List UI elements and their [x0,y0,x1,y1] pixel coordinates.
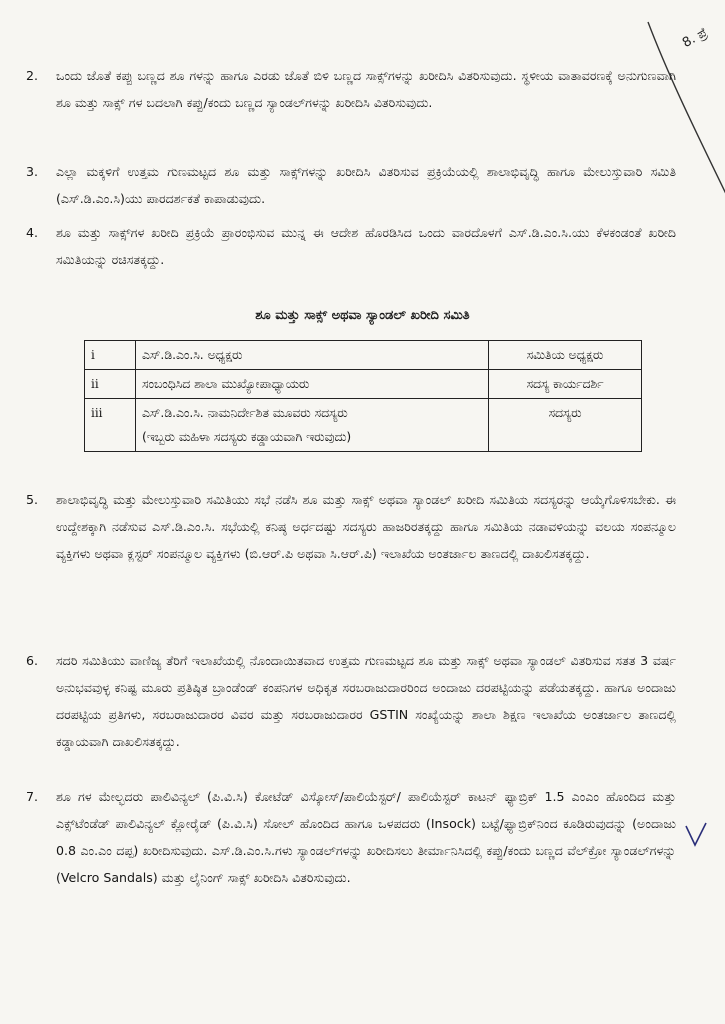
committee-heading: ಶೂ ಮತ್ತು ಸಾಕ್ಸ್ ಅಥವಾ ಸ್ಯಾಂಡಲ್ ಖರೀದಿ ಸಮಿತಿ [255,308,470,323]
list-item-6 [26,647,676,755]
item-text: ಶಾಲಾಭಿವೃದ್ಧಿ ಮತ್ತು ಮೇಲುಸ್ತುವಾರಿ ಸಮಿತಿಯು ಸಭೆ ನಡೆಸಿ ಶೂ ಮತ್ತು ಸಾಕ್ಸ್ ಅಥವಾ ಸ್ಯಾಂಡಲ್ ಖರೀದಿ ಸಮಿತಿಯ ಸದಸ್ಯರನ್ನು ಆಯ್ಕೆಗೊಳಿಸಬೇಕು. ಈ ಉದ್ದೇಶಕ್ಕಾಗಿ ನಡೆಸುವ ಎಸ್.ಡಿ.ಎಂ.ಸಿ. ಸಭೆಯಲ್ಲಿ ಕನಿಷ್ಠ ಅರ್ಧದಷ್ಟು ಸದಸ್ಯರು ಹಾಜರಿರತಕ್ಕದ್ದು ಹಾಗೂ ಸಮಿತಿಯ ನಡಾವಳಿಯನ್ನು ವಲಯ ಸಂಪನ್ಮೂಲ ವ್ಯಕ್ತಿಗಳು ಅಥವಾ ಕ್ಲಸ್ಟರ್ ಸಂಪನ್ಮೂಲ ವ್ಯಕ್ತಿಗಳು (ಬಿ.ಆರ್.ಪಿ ಅಥವಾ ಸಿ.ಆರ್.ಪಿ) ಇಲಾಖೆಯ ಅಂತರ್ಜಾಲ ತಾಣದಲ್ಲಿ ದಾಖಲಿಸತಕ್ಕದ್ದು. [56,492,676,561]
item-number: 6. [26,653,39,668]
row-member: ಸಂಬಂಧಿಸಿದ ಶಾಲಾ ಮುಖ್ಯೋಪಾಧ್ಯಾಯರು [136,370,489,399]
row-role: ಸದಸ್ಯ ಕಾರ್ಯದರ್ಶಿ [489,370,642,399]
list-item-4 [26,219,676,273]
item-number: 7. [26,789,39,804]
item-text: ಸದರಿ ಸಮಿತಿಯು ವಾಣಿಜ್ಯ ತೆರಿಗೆ ಇಲಾಖೆಯಲ್ಲಿ ನೊಂದಾಯಿತವಾದ ಉತ್ತಮ ಗುಣಮಟ್ಟದ ಶೂ ಮತ್ತು ಸಾಕ್ಸ್ ಅಥವಾ ಸ್ಯಾಂಡಲ್ ವಿತರಿಸುವ ಸತತ 3 ವರ್ಷ ಅನುಭವವುಳ್ಳ ಕನಿಷ್ಟ ಮೂರು ಪ್ರತಿಷ್ಠಿತ ಬ್ರಾಂಡೆಂಡ್ ಕಂಪನಿಗಳ ಅಧಿಕೃತ ಸರಬರಾಜುದಾರರಿಂದ ಅಂದಾಜು ದರಪಟ್ಟಿಯನ್ನು ಪಡೆಯತಕ್ಕದ್ದು. ಹಾಗೂ ಅಂದಾಜು ದರಪಟ್ಟಿಯ ಪ್ರತಿಗಳು, ಸರಬರಾಜುದಾರರ ವಿವರ ಮತ್ತು ಸರಬರಾಜುದಾರರ GSTIN ಸಂಖ್ಯೆಯನ್ನು ಶಾಲಾ ಶಿಕ್ಷಣ ಇಲಾಖೆಯ ಅಂತರ್ಜಾಲ ತಾಣದಲ್ಲಿ ಕಡ್ಡಾಯವಾಗಿ ದಾಖಲಿಸತಕ್ಕದ್ದು. [56,653,676,749]
row-member-note: (ಇಬ್ಬರು ಮಹಿಳಾ ಸದಸ್ಯರು ಕಡ್ಡಾಯವಾಗಿ ಇರುವುದು) [142,430,352,444]
committee-table [84,340,642,452]
row-role: ಸಮಿತಿಯ ಅಧ್ಯಕ್ಷರು [489,341,642,370]
item-number: 4. [26,225,39,240]
list-item-3 [26,158,676,212]
table-row [85,341,642,370]
row-index: i [85,341,136,370]
item-number: 2. [26,68,39,83]
list-item-2 [26,62,676,116]
row-role: ಸದಸ್ಯರು [489,399,642,452]
list-item-7 [26,783,676,891]
item-number: 3. [26,164,39,179]
row-member-cell [136,399,489,452]
item-text: ಒಂದು ಜೊತೆ ಕಪ್ಪು ಬಣ್ಣದ ಶೂ ಗಳನ್ನು ಹಾಗೂ ಎರಡು ಜೊತೆ ಬಿಳಿ ಬಣ್ಣದ ಸಾಕ್ಸ್‌ಗಳನ್ನು ಖರೀದಿಸಿ ವಿತರಿಸುವುದು. ಸ್ಥಳೀಯ ವಾತಾವರಣಕ್ಕೆ ಅನುಗುಣವಾಗಿ ಶೂ ಮತ್ತು ಸಾಕ್ಸ್ ಗಳ ಬದಲಾಗಿ ಕಪ್ಪು/ಕಂದು ಬಣ್ಣದ ಸ್ಯಾಂಡಲ್‌ಗಳನ್ನು ಖರೀದಿಸಿ ವಿತರಿಸುವುದು. [56,68,676,110]
handwritten-tick-mark [684,822,708,848]
table-row [85,399,642,452]
item-text: ಎಲ್ಲಾ ಮಕ್ಕಳಿಗೆ ಉತ್ತಮ ಗುಣಮಟ್ಟದ ಶೂ ಮತ್ತು ಸಾಕ್ಸ್‌ಗಳನ್ನು ಖರೀದಿಸಿ ವಿತರಿಸುವ ಪ್ರಕ್ರಿಯೆಯಲ್ಲಿ ಶಾಲಾಭಿವೃದ್ಧಿ ಹಾಗೂ ಮೇಲುಸ್ತುವಾರಿ ಸಮಿತಿ (ಎಸ್.ಡಿ.ಎಂ.ಸಿ)ಯು ಪಾರದರ್ಶಕತೆ ಕಾಪಾಡುವುದು. [56,164,676,206]
row-index: iii [85,399,136,452]
table-row [85,370,642,399]
item-text: ಶೂ ಗಳ ಮೇಲ್ಭದರು ಪಾಲಿವಿನ್ಯಲ್ (ಪಿ.ವಿ.ಸಿ) ಕೋಟೆಡ್ ವಿಸ್ಕೋಸ್/ಪಾಲಿಯೆಸ್ಟರ್/ ಪಾಲಿಯೆಸ್ಟರ್ ಕಾಟನ್ ಫ್ಯಾಬ್ರಿಕ್ 1.5 ಎಂಎಂ ಹೊಂದಿದ ಮತ್ತು ಎಕ್ಸ್‌ಟೆಂಡೆಡ್ ಪಾಲಿವಿನ್ಯಲ್ ಕ್ಲೋರೈಡ್ (ಪಿ.ವಿ.ಸಿ) ಸೋಲ್ ಹೊಂದಿದ ಹಾಗೂ ಒಳಪದರು (Insock) ಬಟ್ಟೆ/ಫ್ಯಾಬ್ರಿಕ್‌ನಿಂದ ಕೂಡಿರುವುದನ್ನು (ಅಂದಾಜು 0.8 ಎಂ.ಎಂ ದಪ್ಪ) ಖರೀದಿಸುವುದು. ಎಸ್.ಡಿ.ಎಂ.ಸಿ.ಗಳು ಸ್ಯಾಂಡಲ್‌ಗಳನ್ನು ಖರೀದಿಸಲು ತೀರ್ಮಾನಿಸಿದಲ್ಲಿ ಕಪ್ಪು/ಕಂದು ಬಣ್ಣದ ವೆಲ್‌ಕ್ರೋ ಸ್ಯಾಂಡಲ್‌ಗಳನ್ನು (Velcro Sandals) ಮತ್ತು ಲೈನಿಂಗ್ ಸಾಕ್ಸ್ ಖರೀದಿಸಿ ವಿತರಿಸುವುದು. [56,789,676,885]
row-member: ಎಸ್.ಡಿ.ಎಂ.ಸಿ. ಅಧ್ಯಕ್ಷರು [136,341,489,370]
item-number: 5. [26,492,39,507]
list-item-5 [26,486,676,567]
item-text: ಶೂ ಮತ್ತು ಸಾಕ್ಸ್‌ಗಳ ಖರೀದಿ ಪ್ರಕ್ರಿಯೆ ಪ್ರಾರಂಭಿಸುವ ಮುನ್ನ ಈ ಆದೇಶ ಹೊರಡಿಸಿದ ಒಂದು ವಾರದೊಳಗೆ ಎಸ್.ಡಿ.ಎಂ.ಸಿ.ಯು ಕೆಳಕಂಡಂತೆ ಖರೀದಿ ಸಮಿತಿಯನ್ನು ರಚಿಸತಕ್ಕದ್ದು. [56,225,676,267]
row-index: ii [85,370,136,399]
corner-handwritten-note: 8. ಪ್ರೆ [680,25,710,51]
row-member: ಎಸ್.ಡಿ.ಎಂ.ಸಿ. ನಾಮನಿರ್ದೇಶಿತ ಮೂವರು ಸದಸ್ಯರು [142,406,348,420]
